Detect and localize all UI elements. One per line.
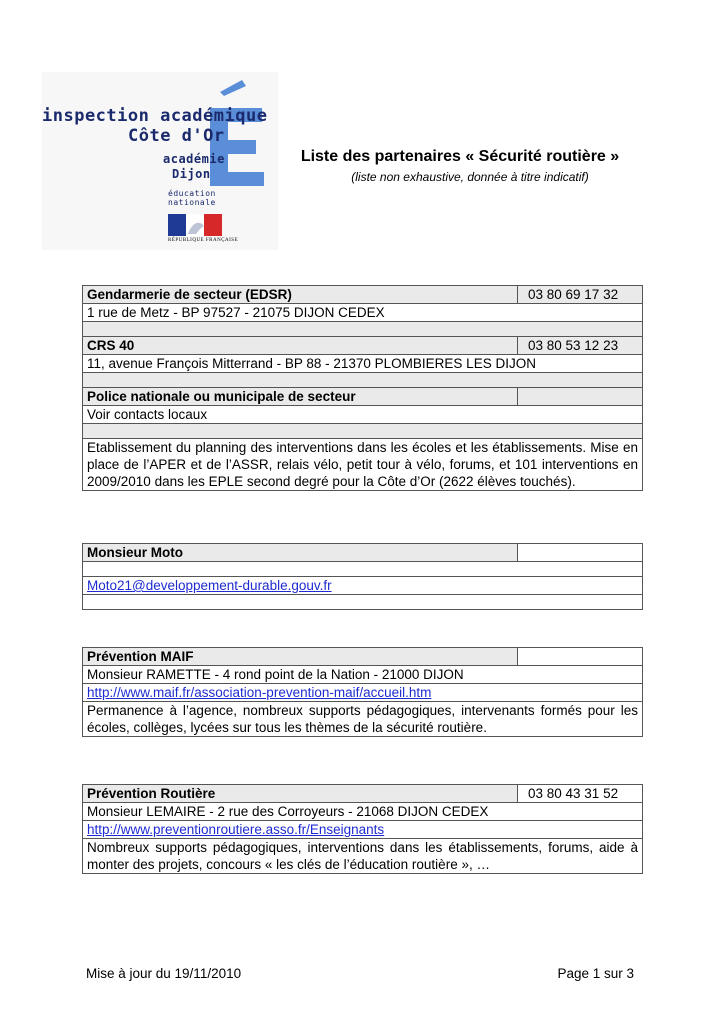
moto-phone-empty (518, 544, 643, 562)
logo-line-nationale: nationale (168, 198, 216, 207)
footer-page-number: Page 1 sur 3 (557, 966, 634, 981)
gendarmerie-phone: 03 80 69 17 32 (518, 286, 643, 304)
maif-phone-empty (518, 648, 643, 666)
maif-description: Permanence à l’agence, nombreux supports pédagogiques, intervenants formés pour les écoles, collèges, lycées sur tous les thèmes de la sécurité routière. (83, 702, 643, 737)
table-row (83, 666, 643, 684)
moto-email-link[interactable]: Moto21@developpement-durable.gouv.fr (87, 578, 332, 593)
gendarmerie-address: 1 rue de Metz - BP 97527 - 21075 DIJON CEDEX (83, 304, 643, 322)
page-title: Liste des partenaires « Sécurité routière » (300, 148, 620, 165)
table-row (83, 648, 643, 666)
police-phone-empty (518, 388, 643, 406)
police-description: Etablissement du planning des interventions dans les écoles et les établissements. Mise en place de l’APER et de l’ASSR, relais vélo, petit tour à vélo, forums, et 101 interventions en 2009/2010 dans les EPLE second degré pour la Côte d’Or (2622 élèves touchés). (83, 439, 643, 491)
police-name: Police nationale ou municipale de secteur (83, 388, 518, 406)
spacer-row (83, 595, 643, 610)
logo-line-republique: RÉPUBLIQUE FRANÇAISE (168, 238, 239, 243)
logo-line-academie: académie (163, 152, 225, 166)
routiere-name: Prévention Routière (83, 785, 518, 803)
routiere-contact: Monsieur LEMAIRE - 2 rue des Corroyeurs - 21068 DIJON CEDEX (83, 803, 643, 821)
spacer-row (83, 322, 643, 337)
table-row (83, 337, 643, 355)
maif-name: Prévention MAIF (83, 648, 518, 666)
moto-table (82, 543, 643, 610)
table-row (83, 785, 643, 803)
marianne-flag-icon (168, 214, 222, 236)
routiere-url-link[interactable]: http://www.preventionroutiere.asso.fr/Enseignants (87, 822, 385, 837)
routiere-phone: 03 80 43 31 52 (518, 785, 643, 803)
page-subtitle: (liste non exhaustive, donnée à titre indicatif) (351, 170, 589, 184)
academy-logo (42, 72, 278, 250)
table-row (83, 821, 643, 839)
table-row (83, 684, 643, 702)
spacer-row (83, 373, 643, 388)
table-row (83, 839, 643, 874)
maif-table (82, 647, 643, 737)
logo-line-inspection: inspection académique (42, 106, 268, 126)
footer-update-date: Mise à jour du 19/11/2010 (86, 966, 242, 981)
crs-name: CRS 40 (83, 337, 518, 355)
crs-address: 11, avenue François Mitterrand - BP 88 - 21370 PLOMBIERES LES DIJON (83, 355, 643, 373)
table-row (83, 286, 643, 304)
security-forces-table (82, 285, 643, 491)
table-row (83, 388, 643, 406)
crs-phone: 03 80 53 12 23 (518, 337, 643, 355)
logo-line-dijon: Dijon (172, 167, 211, 181)
table-row (83, 355, 643, 373)
table-row (83, 803, 643, 821)
maif-contact: Monsieur RAMETTE - 4 rond point de la Nation - 21000 DIJON (83, 666, 643, 684)
spacer-row (83, 562, 643, 577)
routiere-description: Nombreux supports pédagogiques, interventions dans les établissements, forums, aide à monter des projets, concours « les clés de l’éducation routière », … (83, 839, 643, 874)
moto-name: Monsieur Moto (83, 544, 518, 562)
prevention-routiere-table (82, 784, 643, 874)
logo-line-cote-dor: Côte d'Or (128, 126, 225, 146)
table-row (83, 577, 643, 595)
table-row (83, 406, 643, 424)
spacer-row (83, 424, 643, 439)
table-row (83, 702, 643, 737)
maif-url-link[interactable]: http://www.maif.fr/association-prevention-maif/accueil.htm (87, 685, 432, 700)
table-row (83, 304, 643, 322)
table-row (83, 544, 643, 562)
gendarmerie-name: Gendarmerie de secteur (EDSR) (83, 286, 518, 304)
logo-line-education: éducation (168, 189, 216, 198)
table-row (83, 439, 643, 491)
police-contact: Voir contacts locaux (83, 406, 643, 424)
